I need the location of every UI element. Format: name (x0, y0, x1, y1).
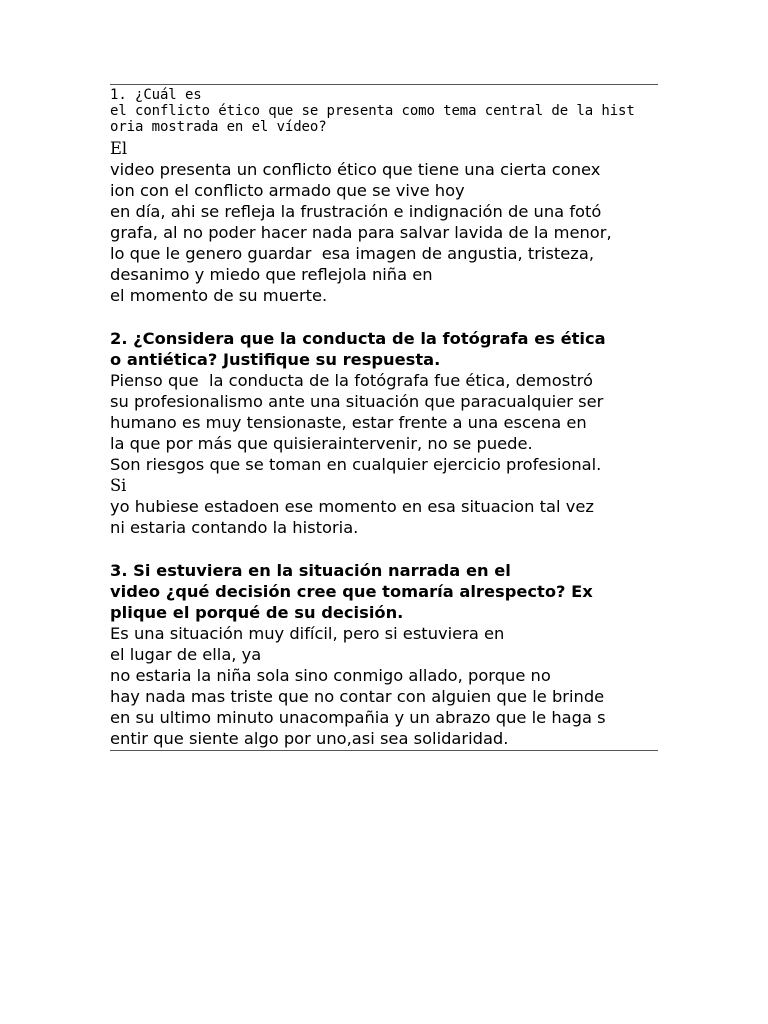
question-line: el conflicto ético que se presenta como tema central de la hist (110, 103, 635, 119)
document-page (110, 84, 658, 751)
question-1 (110, 87, 658, 135)
answer-line: El (110, 139, 128, 158)
question-line: plique el porqué de su decisión. (110, 603, 404, 622)
answer-line: Es una situación muy difícil, pero si estuviera en (110, 624, 505, 643)
question-line: o antiética? Justifique su respuesta. (110, 350, 441, 369)
answer-3 (110, 623, 658, 749)
answer-line: el momento de su muerte. (110, 286, 328, 305)
answer-line: lo que le genero guardar esa imagen de angustia, tristeza, (110, 244, 595, 263)
answer-line: Pienso que la conducta de la fotógrafa fue ética, demostró (110, 371, 593, 390)
question-2 (110, 328, 658, 370)
answer-line: desanimo y miedo que reflejola niña en (110, 265, 433, 284)
question-3-section (110, 560, 658, 749)
answer-1 (110, 138, 658, 306)
answer-line: grafa, al no poder hacer nada para salvar lavida de la menor, (110, 223, 612, 242)
question-line: oria mostrada en el vídeo? (110, 119, 327, 135)
question-line: 2. ¿Considera que la conducta de la fotógrafa es ética (110, 329, 606, 348)
question-line: video ¿qué decisión cree que tomaría alrespecto? Ex (110, 582, 593, 601)
question-line: 3. Si estuviera en la situación narrada en el (110, 561, 511, 580)
answer-line: humano es muy tensionaste, estar frente a una escena en (110, 413, 587, 432)
answer-2 (110, 370, 658, 538)
answer-line: ion con el conflicto armado que se vive hoy (110, 181, 465, 200)
bottom-rule (110, 750, 658, 751)
answer-line: ni estaria contando la historia. (110, 518, 359, 537)
answer-line: Son riesgos que se toman en cualquier ejercicio profesional. (110, 455, 602, 474)
answer-line: Si (110, 476, 127, 495)
question-1-section (110, 87, 658, 306)
question-line: 1. ¿Cuál es (110, 87, 202, 103)
answer-line: su profesionalismo ante una situación que paracualquier ser (110, 392, 604, 411)
answer-line: la que por más que quisieraintervenir, no se puede. (110, 434, 533, 453)
answer-line: el lugar de ella, ya (110, 645, 262, 664)
answer-line: video presenta un conflicto ético que tiene una cierta conex (110, 160, 601, 179)
answer-line: en día, ahi se refleja la frustración e indignación de una fotó (110, 202, 602, 221)
answer-line: entir que siente algo por uno,asi sea solidaridad. (110, 729, 509, 748)
answer-line: no estaria la niña sola sino conmigo allado, porque no (110, 666, 551, 685)
answer-line: en su ultimo minuto unacompañia y un abrazo que le haga s (110, 708, 606, 727)
question-2-section (110, 328, 658, 538)
top-rule (110, 84, 658, 85)
answer-line: yo hubiese estadoen ese momento en esa situacion tal vez (110, 497, 594, 516)
question-3 (110, 560, 658, 623)
answer-line: hay nada mas triste que no contar con alguien que le brinde (110, 687, 605, 706)
